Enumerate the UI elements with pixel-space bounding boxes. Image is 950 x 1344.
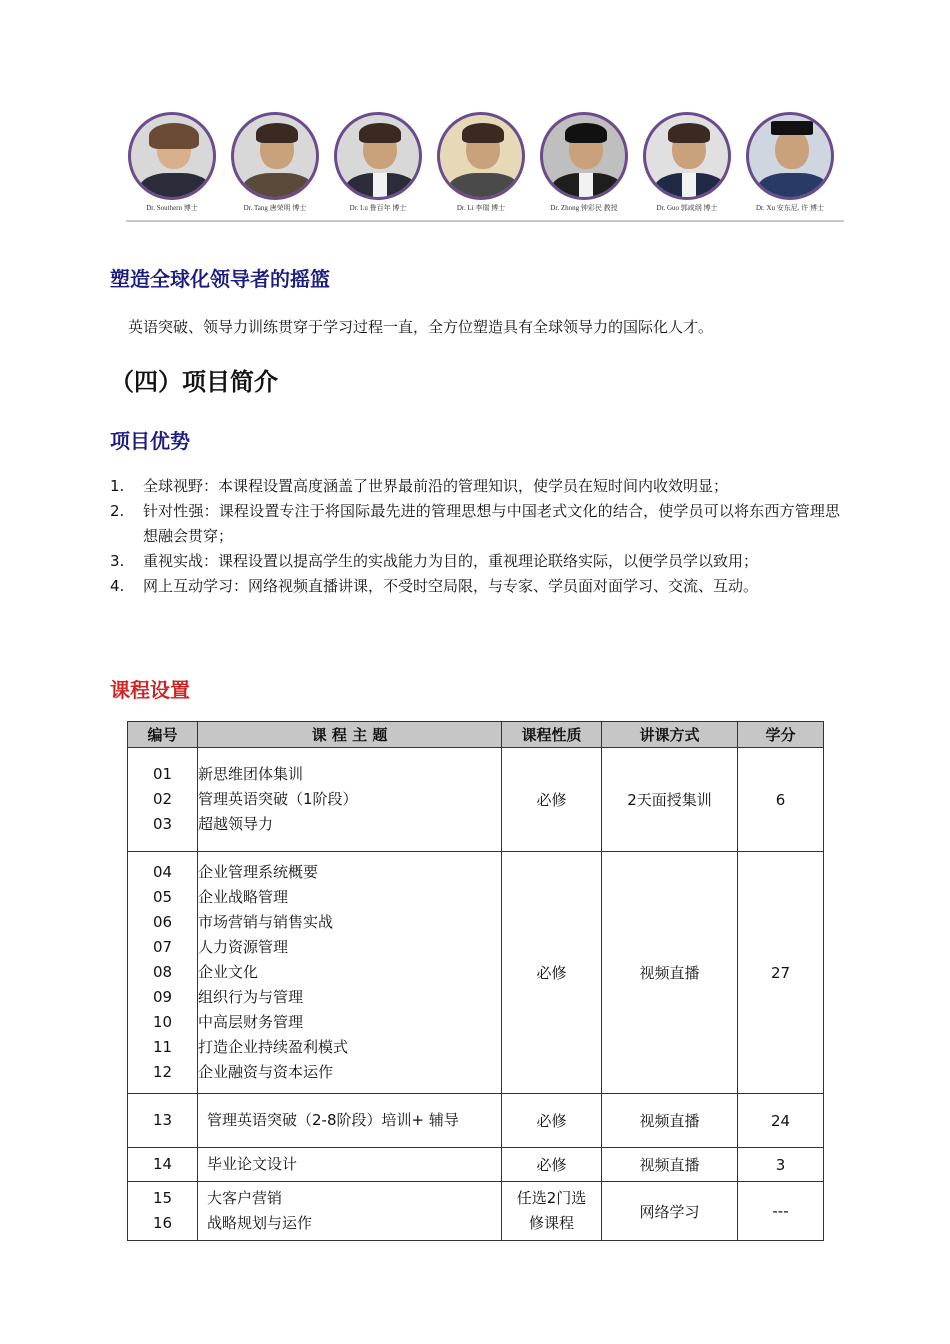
course-table [127,721,824,1241]
list-item [110,549,840,574]
course-topic: 企业管理系统概要 [198,863,319,881]
course-numbers [128,1094,198,1148]
course-topics [198,1094,502,1148]
list-text: 全球视野：本课程设置高度涵盖了世界最前沿的管理知识，使学员在短时间内收效明显； [143,477,729,495]
course-number: 13 [152,1111,173,1129]
portrait-lu [332,112,424,213]
section-heading-courses: 课程设置 [110,678,190,702]
portrait-photo [231,112,319,200]
portrait-photo [437,112,525,200]
course-topic: 大客户营销 [207,1189,283,1207]
course-numbers [128,748,198,852]
course-nature: 必修 [502,852,602,1094]
portrait-xu [744,112,836,213]
course-numbers [128,1182,198,1241]
course-credit: --- [738,1182,824,1241]
portrait-photo [540,112,628,200]
course-credit: 6 [738,748,824,852]
table-row [128,852,824,1094]
section-heading-advantages: 项目优势 [110,429,190,453]
course-method: 2天面授集训 [602,748,738,852]
portrait-photo [128,112,216,200]
course-credit: 27 [738,852,824,1094]
portrait-photo [746,112,834,200]
header-topic: 课 程 主 题 [198,722,502,748]
course-topics [198,748,502,852]
portrait-li [435,112,527,213]
portrait-photo [334,112,422,200]
course-topic: 超越领导力 [198,815,274,833]
section-heading-intro: （四）项目简介 [110,368,278,396]
course-topic: 企业融资与资本运作 [198,1063,334,1081]
course-nature: 必修 [502,1148,602,1182]
course-number: 03 [152,815,173,833]
course-topic: 人力资源管理 [198,938,289,956]
course-method: 视频直播 [602,1094,738,1148]
course-number: 10 [152,1013,173,1031]
course-topic: 管理英语突破（2-8阶段）培训+ 辅导 [207,1111,459,1129]
header-method: 讲课方式 [602,722,738,748]
portrait-caption: Dr. Li 李瑞 博士 [456,204,506,212]
list-item [110,499,840,549]
course-topics [198,1182,502,1241]
course-topic: 打造企业持续盈利模式 [198,1038,349,1056]
list-item [110,474,840,499]
course-credit: 3 [738,1148,824,1182]
course-number: 05 [152,888,173,906]
course-topic: 企业战略管理 [198,888,289,906]
course-number: 11 [152,1038,173,1056]
header-nature: 课程性质 [502,722,602,748]
course-number: 09 [152,988,173,1006]
course-method: 视频直播 [602,1148,738,1182]
portrait-caption: Dr. Xu 安东尼. 许 博士 [755,204,825,212]
table-row [128,1094,824,1148]
course-nature [502,1182,602,1241]
course-number: 06 [152,913,173,931]
course-nature: 必修 [502,748,602,852]
portrait-caption: Dr. Zhong 钟彩民 教授 [550,204,618,212]
course-topic: 战略规划与运作 [207,1214,313,1232]
portrait-caption: Dr. Lu 鲁百年 博士 [349,204,407,212]
course-topic: 市场营销与销售实战 [198,913,334,931]
course-number: 02 [152,790,173,808]
section-paragraph: 英语突破、领导力训练贯穿于学习过程一直，全方位塑造具有全球领导力的国际化人才。 [128,318,714,336]
section-heading-cradle: 塑造全球化领导者的摇篮 [110,267,330,291]
course-credit: 24 [738,1094,824,1148]
portrait-caption: Dr. Tang 唐荣明 博士 [243,204,307,212]
faculty-portrait-strip [126,108,844,224]
portrait-guo [641,112,733,213]
list-number: 2. [110,502,125,520]
course-method: 视频直播 [602,852,738,1094]
list-text: 重视实战：课程设置以提高学生的实战能力为目的，重视理论联络实际，以便学员学以致用； [143,552,759,570]
table-header-row [128,722,824,748]
course-topic: 管理英语突破（1阶段） [198,790,358,808]
list-text: 网上互动学习：网络视频直播讲课，不受时空局限，与专家、学员面对面学习、交流、互动。 [143,577,759,595]
course-method: 网络学习 [602,1182,738,1241]
strip-divider [126,220,844,222]
course-topics [198,852,502,1094]
course-topic: 毕业论文设计 [207,1155,298,1173]
advantages-list [110,474,840,599]
course-number: 01 [152,765,173,783]
course-number: 07 [152,938,173,956]
course-numbers [128,852,198,1094]
course-number: 16 [152,1214,173,1232]
portrait-zhong [538,112,630,213]
table-row [128,1182,824,1241]
course-topic: 新思维团体集训 [198,765,304,783]
course-number: 15 [152,1189,173,1207]
course-topic: 组织行为与管理 [198,988,304,1006]
course-numbers [128,1148,198,1182]
course-topic: 企业文化 [198,963,259,981]
list-item [110,574,840,599]
course-topic: 中高层财务管理 [198,1013,304,1031]
list-number: 3. [110,552,125,570]
list-number: 4. [110,577,125,595]
table-row [128,748,824,852]
list-text: 针对性强：课程设置专注于将国际最先进的管理思想与中国老式文化的结合，使学员可以将东西方管理思想融会贯穿； [143,502,840,545]
course-nature: 必修 [502,1094,602,1148]
portrait-tang [229,112,321,213]
course-topics [198,1148,502,1182]
portrait-caption: Dr. Guo 郭咸纲 博士 [656,204,718,212]
list-number: 1. [110,477,125,495]
course-nature-text: 任选2门选修课程 [516,1189,587,1232]
course-number: 14 [152,1155,173,1173]
portrait-southern [126,112,218,213]
course-number: 04 [152,863,173,881]
table-row [128,1148,824,1182]
portrait-caption: Dr. Southern 博士 [146,204,198,212]
header-number: 编号 [128,722,198,748]
course-number: 12 [152,1063,173,1081]
portrait-photo [643,112,731,200]
header-credit: 学分 [738,722,824,748]
course-number: 08 [152,963,173,981]
